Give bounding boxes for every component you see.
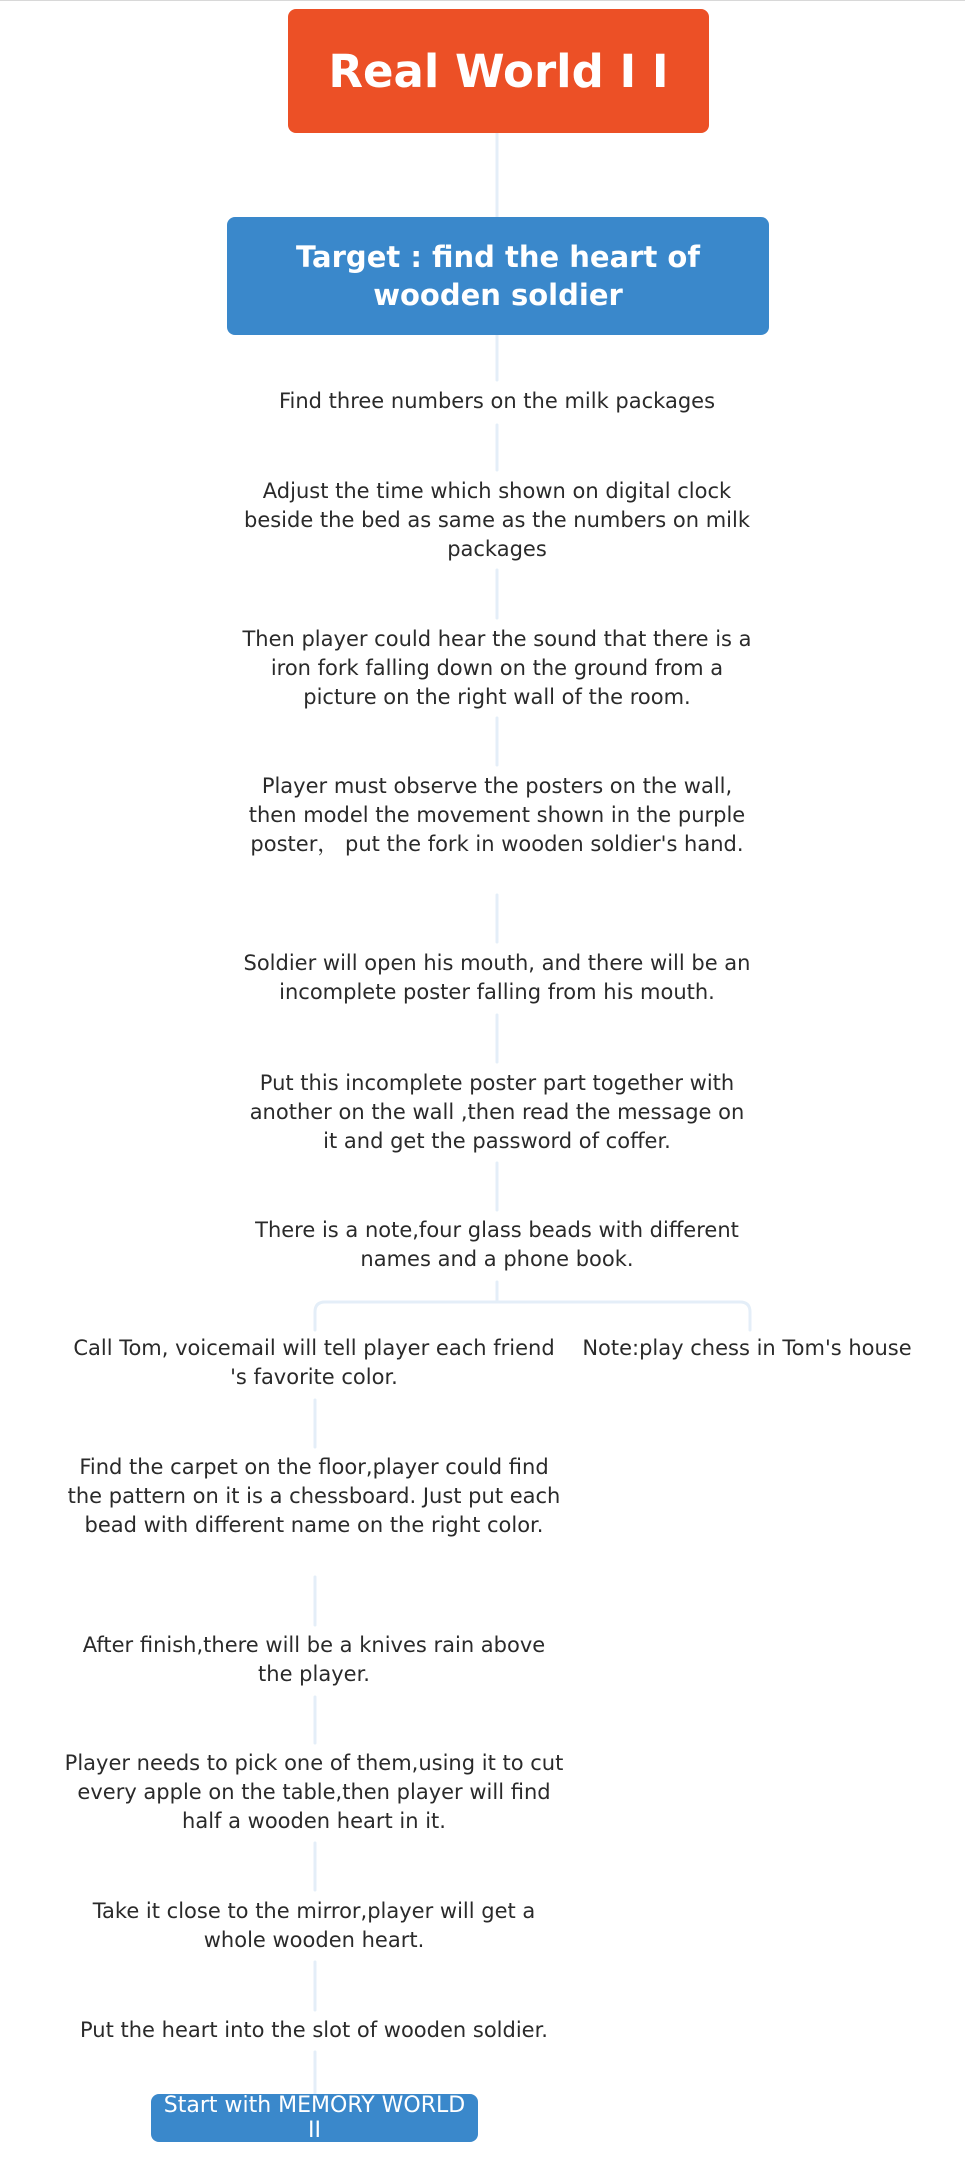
main-step-5[interactable] — [240, 949, 754, 1007]
main-step-4-text: Player must observe the posters on the wall, then model the movement shown in the purple poster， put the fork in wooden soldier's hand. — [248, 774, 746, 856]
connector-fork — [315, 1302, 750, 1330]
main-step-1-text: Find three numbers on the milk packages — [278, 389, 716, 413]
left-step-5[interactable] — [64, 1897, 564, 1955]
main-step-4[interactable] — [240, 772, 754, 859]
main-step-7-text: There is a note,four glass beads with different names and a phone book. — [255, 1218, 739, 1271]
main-step-6-text: Put this incomplete poster part together with another on the wall ,then read the message on it and get the password of coffer. — [249, 1071, 745, 1153]
left-step-1-text: Call Tom, voicemail will tell player each friend 's favorite color. — [73, 1336, 555, 1389]
main-step-7[interactable] — [240, 1216, 754, 1274]
main-step-5-text: Soldier will open his mouth, and there will be an incomplete poster falling from his mouth. — [243, 951, 751, 1004]
left-step-3-text: After finish,there will be a knives rain above the player. — [82, 1633, 546, 1686]
left-step-2-text: Find the carpet on the floor,player could find the pattern on it is a chessboard. Just put each bead with different name on the right color. — [67, 1455, 561, 1537]
end-label: Start with MEMORY WORLD II — [163, 2093, 466, 2143]
left-step-3[interactable] — [64, 1631, 564, 1689]
end-node[interactable] — [151, 2094, 478, 2142]
main-step-1[interactable] — [240, 387, 754, 416]
left-step-6-text: Put the heart into the slot of wooden soldier. — [80, 2018, 548, 2042]
target-label: Target : find the heart of wooden soldier — [296, 240, 700, 312]
left-step-4[interactable] — [64, 1749, 564, 1836]
main-step-6[interactable] — [240, 1069, 754, 1156]
left-step-6[interactable] — [64, 2016, 564, 2045]
target-node[interactable] — [227, 217, 769, 335]
main-step-3[interactable] — [240, 625, 754, 712]
right-step-1-text: Note:play chess in Tom's house — [582, 1336, 912, 1360]
left-step-4-text: Player needs to pick one of them,using it to cut every apple on the table,then player will find half a wooden heart in it. — [64, 1751, 564, 1833]
main-step-2-text: Adjust the time which shown on digital clock beside the bed as same as the numbers on milk packages — [243, 479, 750, 561]
main-step-3-text: Then player could hear the sound that there is a iron fork falling down on the ground from a picture on the right wall of the room. — [242, 627, 752, 709]
left-step-2[interactable] — [64, 1453, 564, 1540]
right-step-1[interactable] — [572, 1334, 922, 1363]
left-step-1[interactable] — [64, 1334, 564, 1392]
root-title: Real World I I — [328, 44, 669, 98]
main-step-2[interactable] — [240, 477, 754, 564]
left-step-5-text: Take it close to the mirror,player will get a whole wooden heart. — [92, 1899, 536, 1952]
root-node[interactable] — [288, 9, 709, 133]
